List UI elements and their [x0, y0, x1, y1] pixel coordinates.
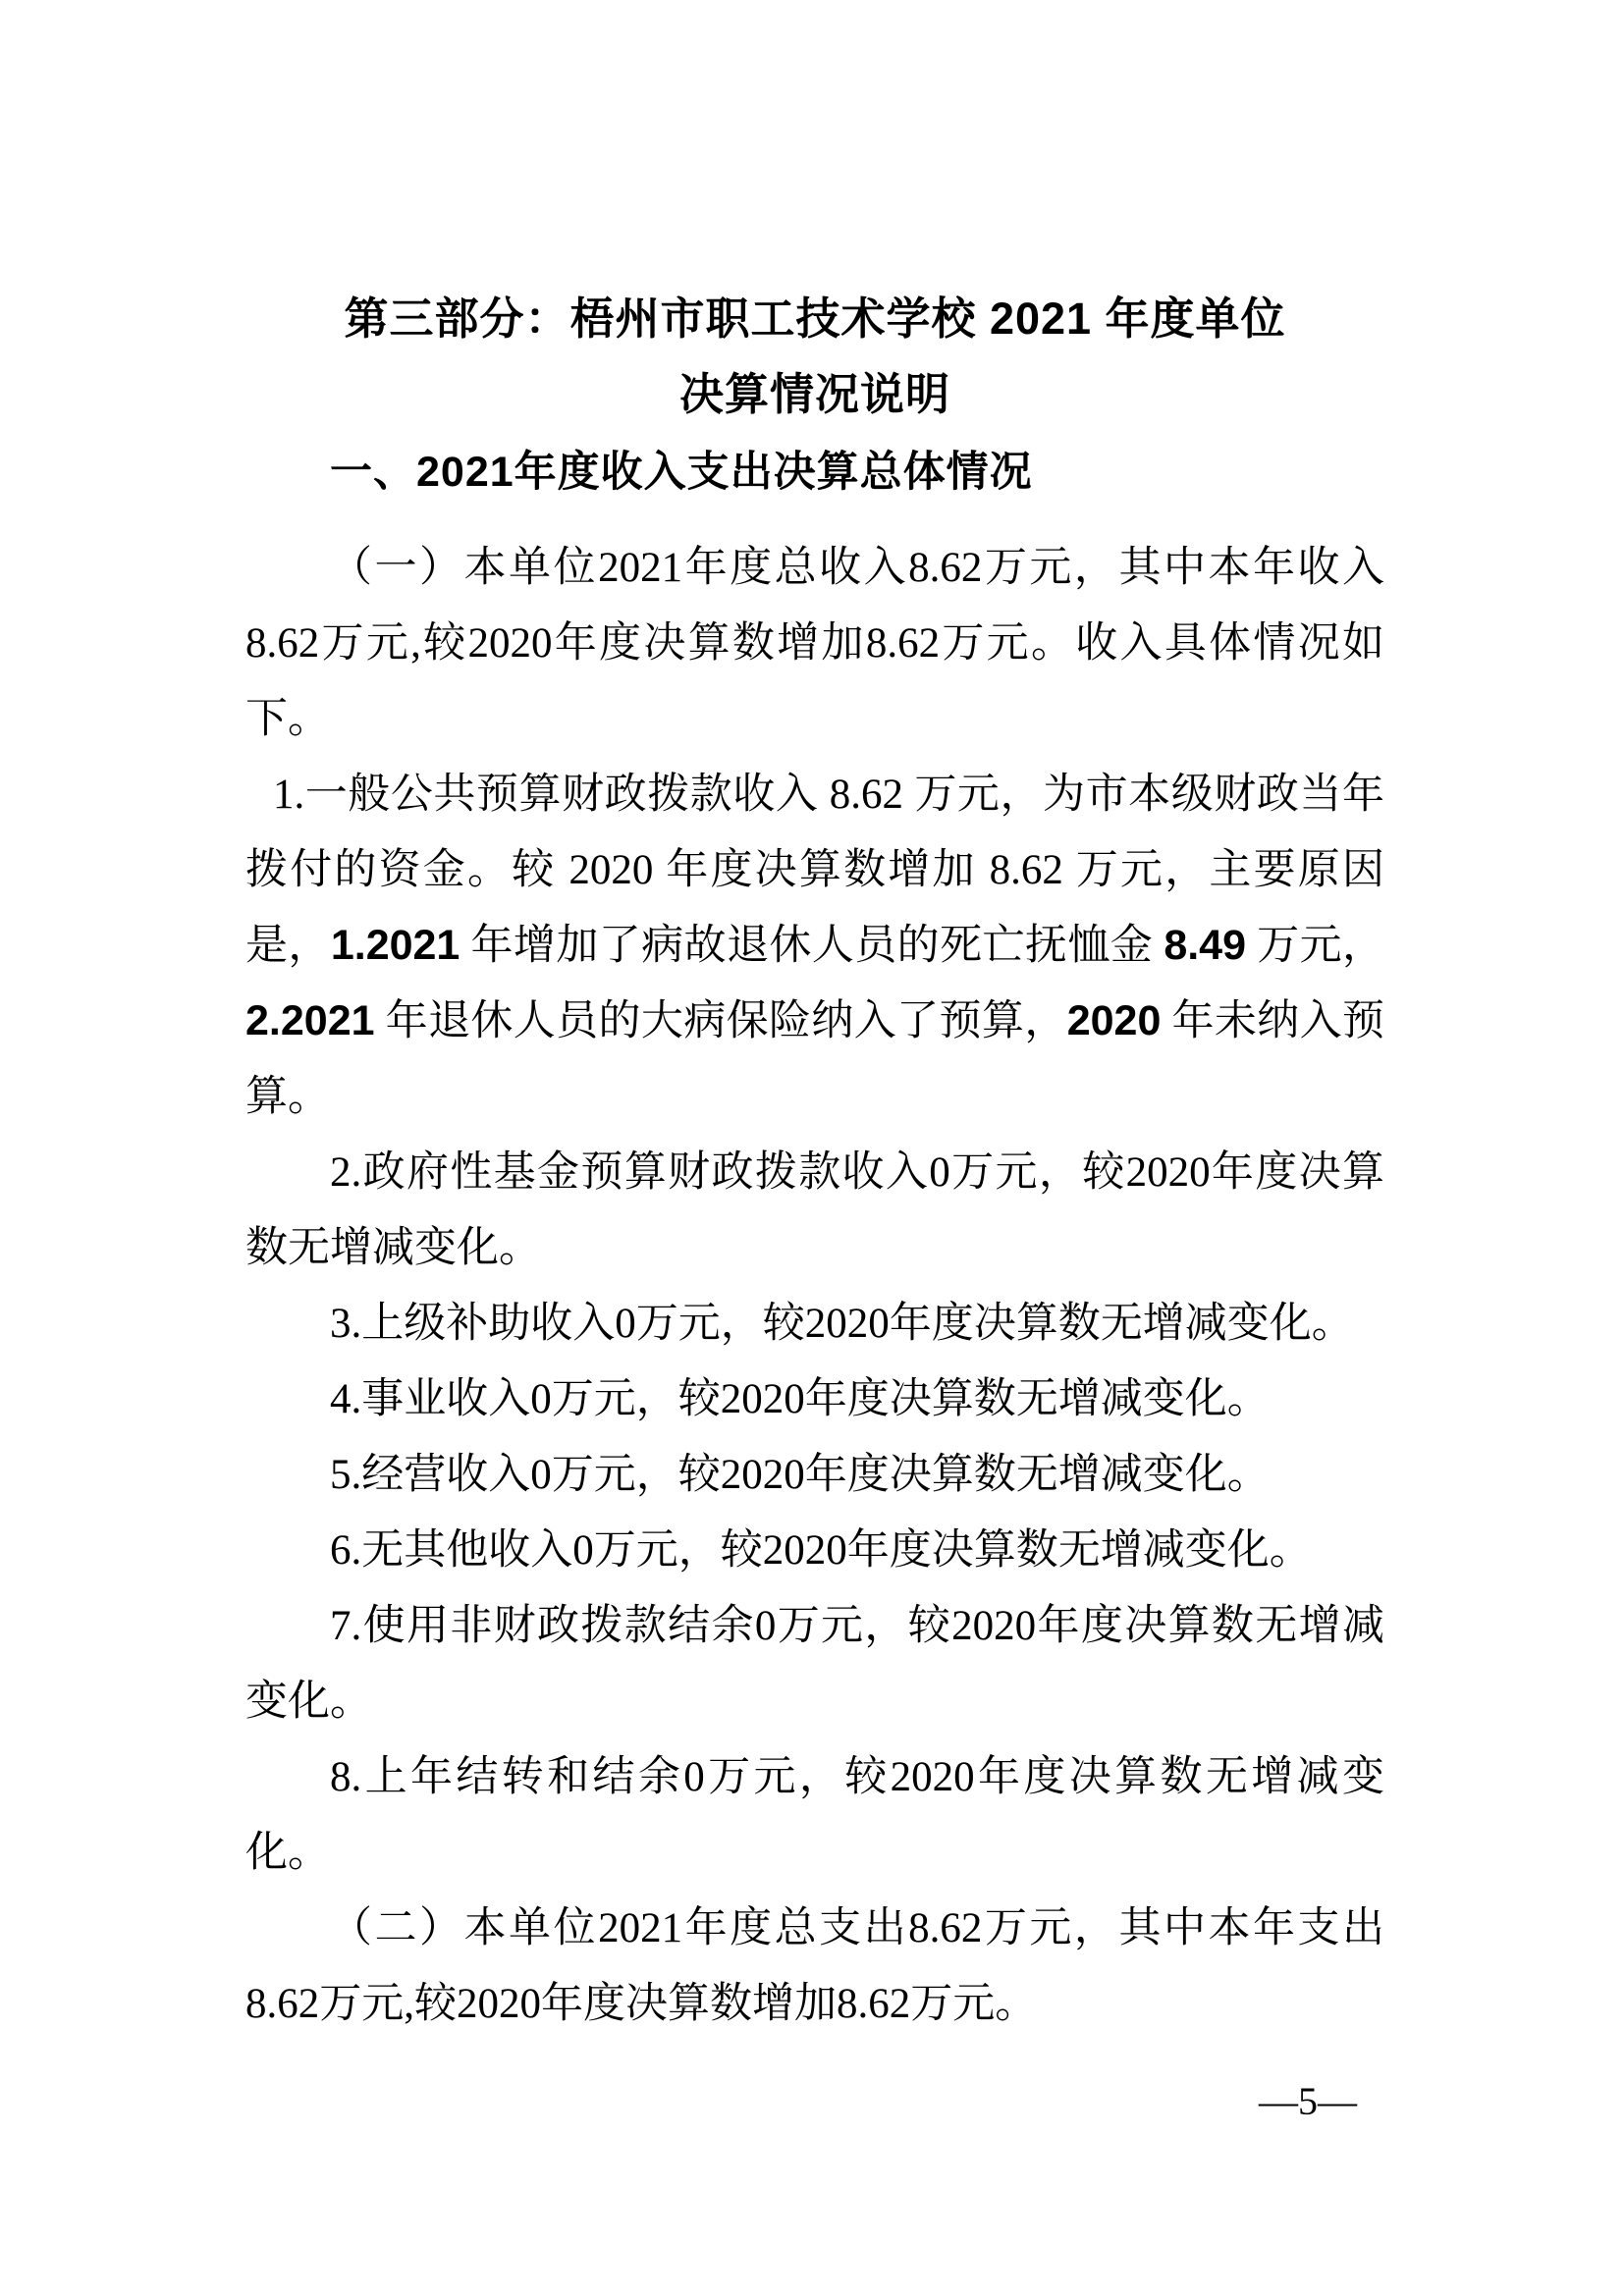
- highlight-number: 2020: [1066, 997, 1162, 1044]
- text-run: 年退休人员的大病保险纳入了预算，: [374, 998, 1067, 1044]
- paragraph-item-4-undertaking-income: [245, 1362, 1384, 1437]
- text-run: 年增加了病故退休人员的死亡抚恤金: [460, 923, 1164, 969]
- highlight-number: 2.2021: [245, 997, 375, 1044]
- title-line-1: 第三部分：梧州市职工技术学校 2021 年度单位: [344, 294, 1286, 344]
- text-run: 7.使用非财政拨款结余0万元，较2020年度决算数无增减变化。: [245, 1603, 1384, 1725]
- paragraph-income-total: [245, 530, 1384, 757]
- text-run: 2.政府性基金预算财政拨款收入0万元，较2020年度决算数无增减变化。: [245, 1149, 1384, 1271]
- title-line-2: 决算情况说明: [678, 369, 950, 419]
- text-run: （二）本单位2021年度总支出8.62万元，其中本年支出8.62万元,较2020年度决算数增加8.62万元。: [245, 1905, 1384, 2027]
- text-run: 5.经营收入0万元，较2020年度决算数无增减变化。: [330, 1452, 1270, 1498]
- paragraph-item-8-carryover: [245, 1739, 1384, 1891]
- section-heading: 一、2021年度收入支出决算总体情况: [330, 449, 1033, 496]
- paragraph-item-5-operating-income: [245, 1437, 1384, 1513]
- paragraph-item-3-superior-subsidy: [245, 1286, 1384, 1362]
- text-run: 年未纳入预算。: [245, 998, 1385, 1120]
- highlight-number: 1.2021: [330, 922, 460, 969]
- text-run: 1.一般公共预算财政拨款收入 8.62 万元，为市本级财政当年拨付的资金。较 2020 年度决算数增加 8.62 万元，主要原因是，: [245, 772, 1384, 969]
- paragraph-expense-total: [245, 1891, 1384, 2042]
- paragraph-item-7-nonfiscal-balance: [245, 1588, 1384, 1739]
- text-run: 6.无其他收入0万元，较2020年度决算数无增减变化。: [330, 1527, 1312, 1574]
- paragraph-item-1-general-budget: [245, 757, 1384, 1135]
- page-number: —5—: [1259, 2079, 1357, 2123]
- text-run: 万元，: [1246, 923, 1385, 969]
- text-run: （一）本单位2021年度总收入8.62万元，其中本年收入8.62万元,较2020年度决算数增加8.62万元。收入具体情况如下。: [245, 545, 1384, 742]
- paragraph-item-6-other-income: [245, 1513, 1384, 1588]
- text-run: 4.事业收入0万元，较2020年度决算数无增减变化。: [330, 1376, 1270, 1422]
- paragraph-item-2-gov-fund: [245, 1135, 1384, 1286]
- document-title: [245, 281, 1384, 432]
- text-run: 3.上级补助收入0万元，较2020年度决算数无增减变化。: [330, 1301, 1354, 1347]
- text-run: 8.上年结转和结余0万元，较2020年度决算数无增减变化。: [245, 1754, 1384, 1876]
- body-text: [245, 530, 1384, 2042]
- highlight-number: 8.49: [1164, 922, 1247, 969]
